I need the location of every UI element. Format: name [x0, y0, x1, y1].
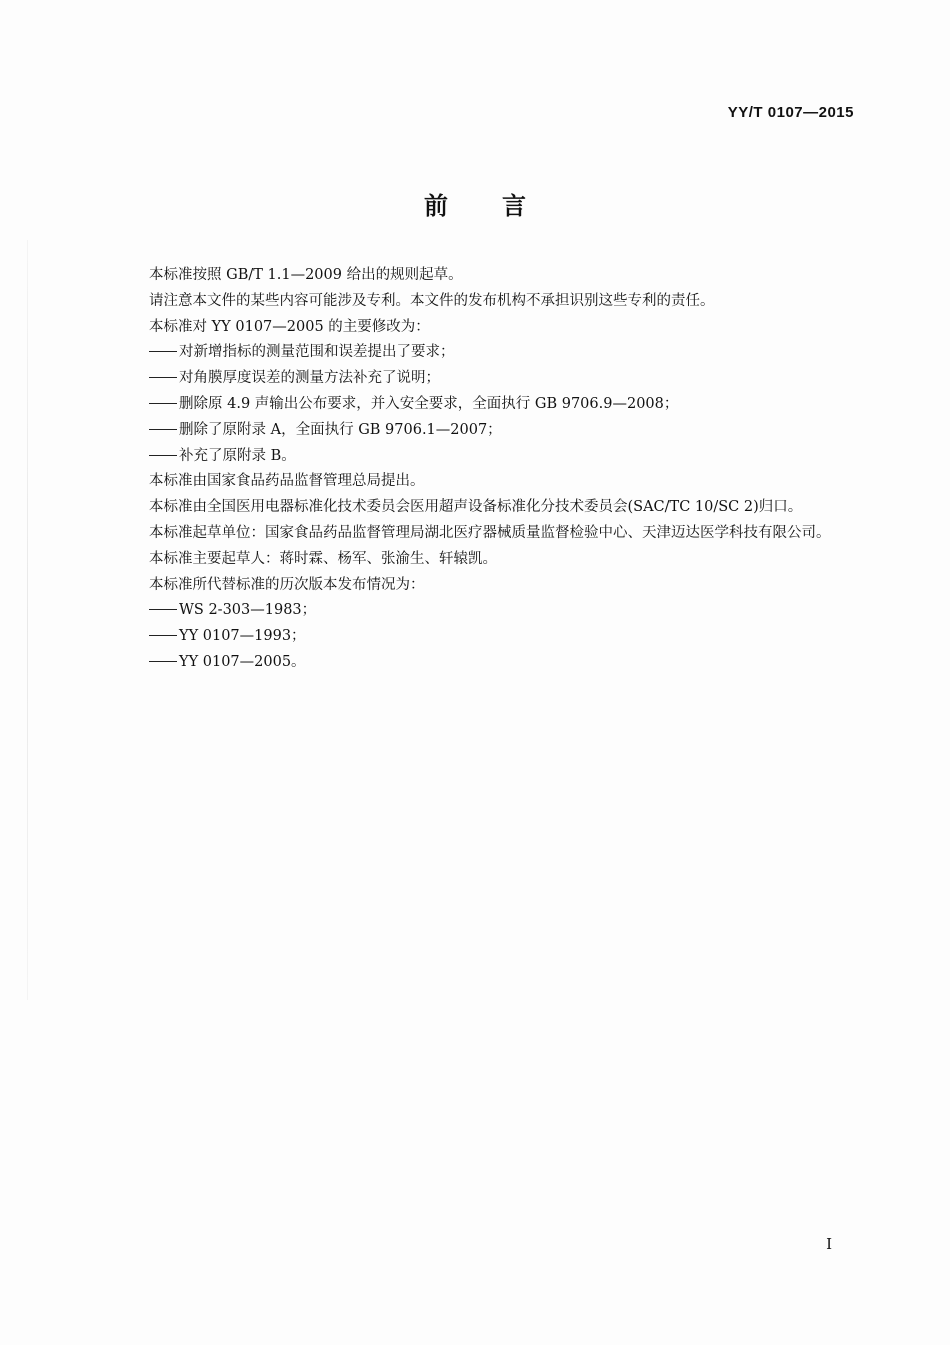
change-item: 删除了原附录 A，全面执行 GB 9706.1—2007；: [118, 418, 858, 444]
paragraph-drafting-rules: 本标准按照 GB/T 1.1—2009 给出的规则起草。: [149, 267, 463, 283]
paragraph-drafting-units: 本标准起草单位：国家食品药品监督管理局湖北医疗器械质量监督检验中心、天津迈达医学科技有限公司。: [149, 524, 831, 541]
paragraph-drafters: 本标准主要起草人：蒋时霖、杨军、张渝生、轩辕凯。: [149, 550, 497, 567]
change-item: 对角膜厚度误差的测量方法补充了说明；: [118, 366, 858, 392]
change-item: 删除原 4.9 声输出公布要求，并入安全要求，全面执行 GB 9706.9—2008；: [118, 392, 858, 418]
paragraph-proposer: 本标准由国家食品药品监督管理总局提出。: [149, 473, 425, 490]
page-title: [0, 186, 950, 221]
paragraph-changes-intro: 本标准对 YY 0107—2005 的主要修改为：: [149, 318, 430, 335]
standard-code: YY/T 0107—2015: [727, 104, 854, 121]
history-item: YY 0107—1993；: [118, 624, 858, 650]
page-number: I: [826, 1235, 832, 1253]
change-item: 对新增指标的测量范围和误差提出了要求；: [118, 340, 858, 366]
paragraph-centralized: 本标准由全国医用电器标准化技术委员会医用超声设备标准化分技术委员会(SAC/TC 10/SC 2)归口。: [149, 499, 803, 516]
history-item: YY 0107—2005。: [118, 650, 858, 676]
foreword-body: [118, 263, 858, 676]
paragraph-patent-notice: 请注意本文件的某些内容可能涉及专利。本文件的发布机构不承担识别这些专利的责任。: [149, 292, 715, 309]
title-char-1: 前: [424, 192, 448, 220]
change-item: 补充了原附录 B。: [118, 444, 858, 470]
history-item: WS 2-303—1983；: [118, 598, 858, 624]
paragraph-history-intro: 本标准所代替标准的历次版本发布情况为：: [149, 576, 425, 593]
title-char-2: 言: [502, 192, 526, 220]
scan-edge-mark: [27, 240, 28, 1000]
